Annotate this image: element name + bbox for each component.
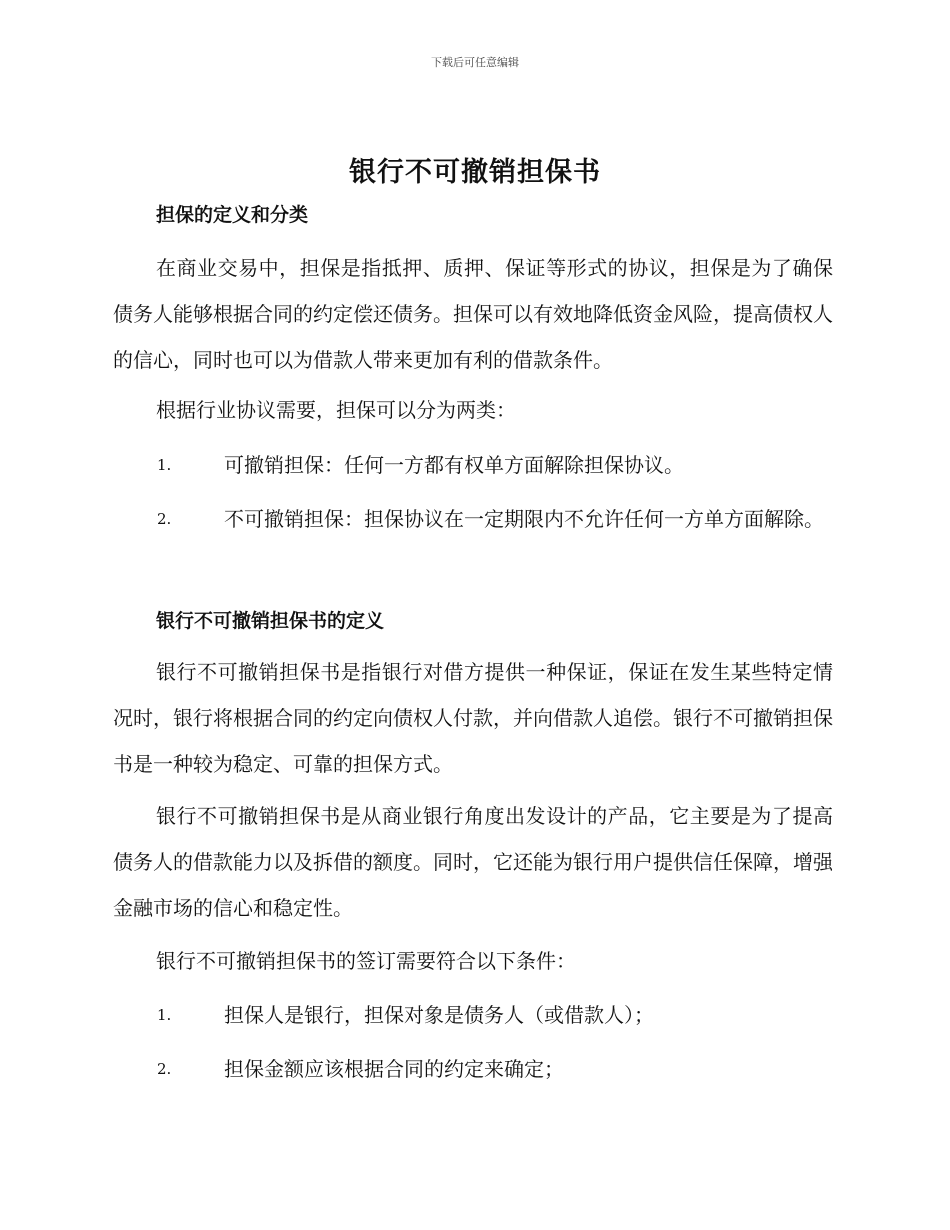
list-item-number: 1. <box>157 1006 172 1024</box>
document-title: 银行不可撤销担保书 <box>349 157 601 188</box>
list-item <box>113 496 833 542</box>
list-item-number: 2. <box>157 1060 172 1078</box>
paragraph-classification: 根据行业协议需要，担保可以分为两类： <box>156 398 516 422</box>
list-item-text: 担保人是银行，担保对象是债务人（或借款人）； <box>224 1003 654 1027</box>
list-item-text: 担保金额应该根据合同的约定来确定； <box>224 1057 564 1081</box>
list-item-text: 可撤销担保：任何一方都有权单方面解除担保协议。 <box>224 453 684 477</box>
paragraph-bank-guarantee-definition: 银行不可撤销担保书是指银行对借方提供一种保证，保证在发生某些特定情况时，银行将根据合同的约定向债权人付款，并向借款人追偿。银行不可撤销担保书是一种较为稳定、可靠的担保方式。 <box>113 660 833 776</box>
list-item-number: 2. <box>157 510 172 528</box>
list-item-text: 不可撤销担保：担保协议在一定期限内不允许任何一方单方面解除。 <box>224 507 824 531</box>
paragraph-guarantee-intro: 在商业交易中，担保是指抵押、质押、保证等形式的协议，担保是为了确保债务人能够根据合同的约定偿还债务。担保可以有效地降低资金风险，提高债权人的信心，同时也可以为借款人带来更加有利的借款条件。 <box>113 256 833 372</box>
list-item <box>113 1046 833 1092</box>
section-heading-bank-guarantee-definition: 银行不可撤销担保书的定义 <box>156 610 385 632</box>
page-header-note: 下载后可任意编辑 <box>431 56 519 69</box>
list-item <box>113 442 833 488</box>
list-item-number: 1. <box>157 456 172 474</box>
paragraph-signing-conditions: 银行不可撤销担保书的签订需要符合以下条件： <box>156 949 576 973</box>
list-item <box>113 992 833 1038</box>
paragraph-bank-guarantee-purpose: 银行不可撤销担保书是从商业银行角度出发设计的产品，它主要是为了提高债务人的借款能力以及拆借的额度。同时，它还能为银行用户提供信任保障，增强金融市场的信心和稳定性。 <box>113 804 833 920</box>
section-heading-guarantee-definition: 担保的定义和分类 <box>156 204 309 226</box>
